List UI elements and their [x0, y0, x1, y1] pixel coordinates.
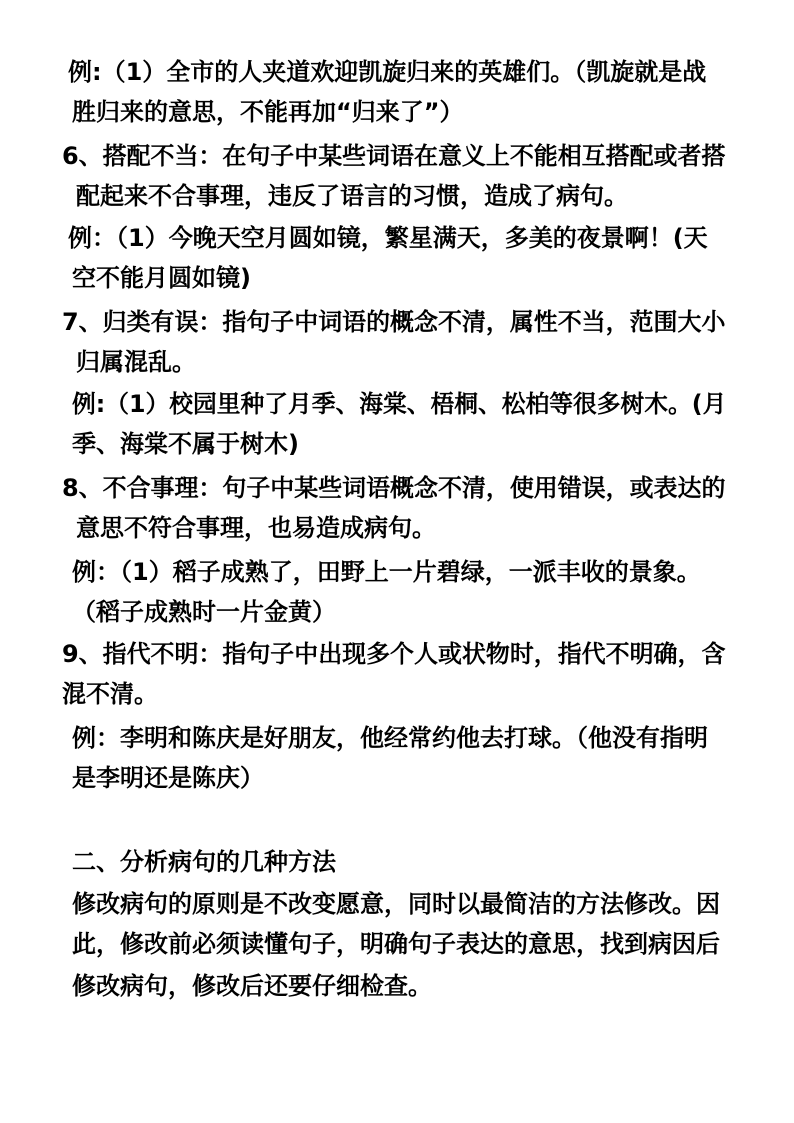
- section-2-paragraph-line-2: 此，修改前必须读懂句子，明确句子表达的意思，找到病因后: [72, 930, 720, 958]
- item-8-heading: 8、不合事理：句子中某些词语概念不清，使用错误，或表达的: [62, 474, 726, 502]
- section-2-paragraph-line-3: 修改病句，修改后还要仔细检查。: [72, 972, 432, 1000]
- item-8-line-2: 意思不符合事理，也易造成病句。: [76, 514, 436, 542]
- example-6-line-2: 空不能月圆如镜): [72, 264, 251, 292]
- example-8-line-1: 例：（1）稻子成熟了，田野上一片碧绿，一派丰收的景象。: [72, 558, 701, 586]
- example-1-line-2: 胜归来的意思，不能再加“归来了”）: [72, 98, 464, 126]
- example-9-line-2: 是李明还是陈庆）: [72, 764, 264, 792]
- item-9-heading: 9、指代不明：指句子中出现多个人或状物时，指代不明确，含: [62, 640, 726, 668]
- item-6-line-2: 配起来不合事理，违反了语言的习惯，造成了病句。: [76, 182, 628, 210]
- example-7-line-2: 季、海棠不属于树木): [72, 430, 299, 458]
- item-7-heading: 7、归类有误：指句子中词语的概念不清，属性不当，范围大小: [62, 308, 726, 336]
- item-6-heading: 6、搭配不当：在句子中某些词语在意义上不能相互搭配或者搭: [62, 142, 726, 170]
- example-7-line-1: 例:（1）校园里种了月季、海棠、梧桐、松柏等很多树木。(月: [72, 390, 727, 418]
- example-6-line-1: 例：（1）今晚天空月圆如镜，繁星满天，多美的夜景啊！(天: [68, 224, 708, 252]
- section-2-paragraph-line-1: 修改病句的原则是不改变愿意，同时以最简洁的方法修改。因: [72, 890, 720, 918]
- example-9-line-1: 例：李明和陈庆是好朋友，他经常约他去打球。（他没有指明: [72, 724, 708, 752]
- example-1-line-1: 例:（1）全市的人夹道欢迎凯旋归来的英雄们。（凯旋就是战: [68, 58, 707, 86]
- item-9-line-2: 混不清。: [62, 680, 158, 708]
- section-2-heading: 二、分析病句的几种方法: [72, 848, 336, 876]
- example-8-line-2: （稻子成熟时一片金黄）: [72, 598, 336, 626]
- item-7-line-2: 归属混乱。: [76, 348, 196, 376]
